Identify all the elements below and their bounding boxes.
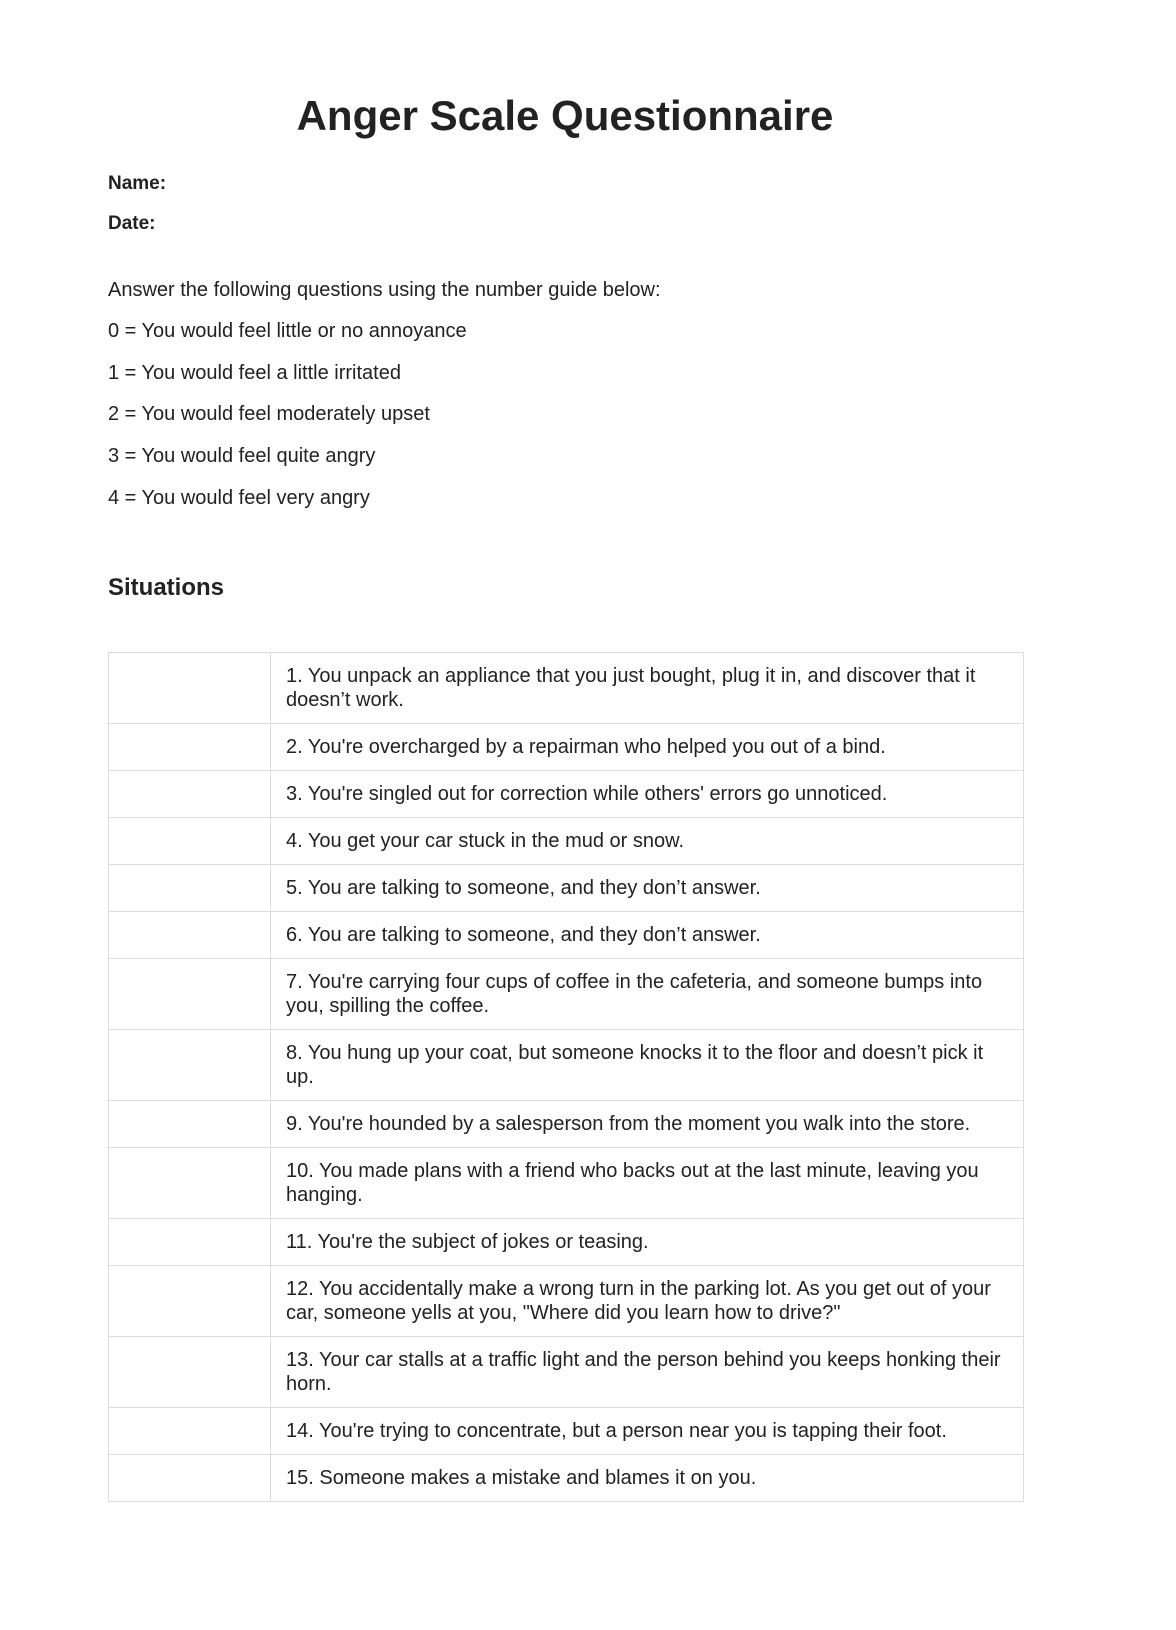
- table-row: [109, 1148, 1024, 1219]
- scale-item: 2 = You would feel moderately upset: [108, 403, 430, 425]
- section-title: Situations: [108, 574, 225, 601]
- page-title: Anger Scale Questionnaire: [296, 92, 834, 139]
- answer-cell[interactable]: [109, 1455, 271, 1502]
- instructions: Answer the following questions using the number guide below:: [108, 279, 661, 301]
- scale-item: 0 = You would feel little or no annoyance: [108, 320, 467, 342]
- situation-text: 15. Someone makes a mistake and blames it on you.: [271, 1455, 1024, 1502]
- table-row: [109, 724, 1024, 771]
- situation-text: 12. You accidentally make a wrong turn in the parking lot. As you get out of your car, someone yells at you, "Where did you learn how to drive?": [271, 1266, 1024, 1337]
- situation-text: 7. You're carrying four cups of coffee in the cafeteria, and someone bumps into you, spilling the coffee.: [271, 959, 1024, 1030]
- situation-text: 6. You are talking to someone, and they don’t answer.: [271, 912, 1024, 959]
- table-row: [109, 959, 1024, 1030]
- name-label: Name:: [108, 173, 167, 194]
- table-row: [109, 865, 1024, 912]
- table-row: [109, 1408, 1024, 1455]
- answer-cell[interactable]: [109, 1266, 271, 1337]
- situation-text: 2. You're overcharged by a repairman who helped you out of a bind.: [271, 724, 1024, 771]
- answer-cell[interactable]: [109, 1030, 271, 1101]
- answer-cell[interactable]: [109, 771, 271, 818]
- answer-cell[interactable]: [109, 1408, 271, 1455]
- situation-text: 4. You get your car stuck in the mud or snow.: [271, 818, 1024, 865]
- table-row: [109, 1219, 1024, 1266]
- answer-cell[interactable]: [109, 865, 271, 912]
- table-row: [109, 1030, 1024, 1101]
- situation-text: 9. You're hounded by a salesperson from the moment you walk into the store.: [271, 1101, 1024, 1148]
- answer-cell[interactable]: [109, 653, 271, 724]
- situation-text: 13. Your car stalls at a traffic light and the person behind you keeps honking their horn.: [271, 1337, 1024, 1408]
- answer-cell[interactable]: [109, 959, 271, 1030]
- situations-table: [108, 652, 1024, 1502]
- situation-text: 1. You unpack an appliance that you just bought, plug it in, and discover that it doesn’t work.: [271, 653, 1024, 724]
- answer-cell[interactable]: [109, 1219, 271, 1266]
- answer-cell[interactable]: [109, 818, 271, 865]
- answer-cell[interactable]: [109, 1148, 271, 1219]
- scale-item: 4 = You would feel very angry: [108, 487, 370, 509]
- situation-text: 3. You're singled out for correction while others' errors go unnoticed.: [271, 771, 1024, 818]
- table-row: [109, 1455, 1024, 1502]
- answer-cell[interactable]: [109, 1337, 271, 1408]
- situation-text: 14. You're trying to concentrate, but a person near you is tapping their foot.: [271, 1408, 1024, 1455]
- scale-item: 3 = You would feel quite angry: [108, 445, 376, 467]
- date-label: Date:: [108, 213, 156, 234]
- table-row: [109, 912, 1024, 959]
- situation-text: 11. You're the subject of jokes or teasing.: [271, 1219, 1024, 1266]
- table-row: [109, 1337, 1024, 1408]
- table-row: [109, 1101, 1024, 1148]
- table-row: [109, 818, 1024, 865]
- answer-cell[interactable]: [109, 1101, 271, 1148]
- table-row: [109, 1266, 1024, 1337]
- scale-item: 1 = You would feel a little irritated: [108, 362, 401, 384]
- situation-text: 8. You hung up your coat, but someone knocks it to the floor and doesn’t pick it up.: [271, 1030, 1024, 1101]
- answer-cell[interactable]: [109, 724, 271, 771]
- table-row: [109, 771, 1024, 818]
- table-row: [109, 653, 1024, 724]
- answer-cell[interactable]: [109, 912, 271, 959]
- situation-text: 5. You are talking to someone, and they don’t answer.: [271, 865, 1024, 912]
- situation-text: 10. You made plans with a friend who backs out at the last minute, leaving you hanging.: [271, 1148, 1024, 1219]
